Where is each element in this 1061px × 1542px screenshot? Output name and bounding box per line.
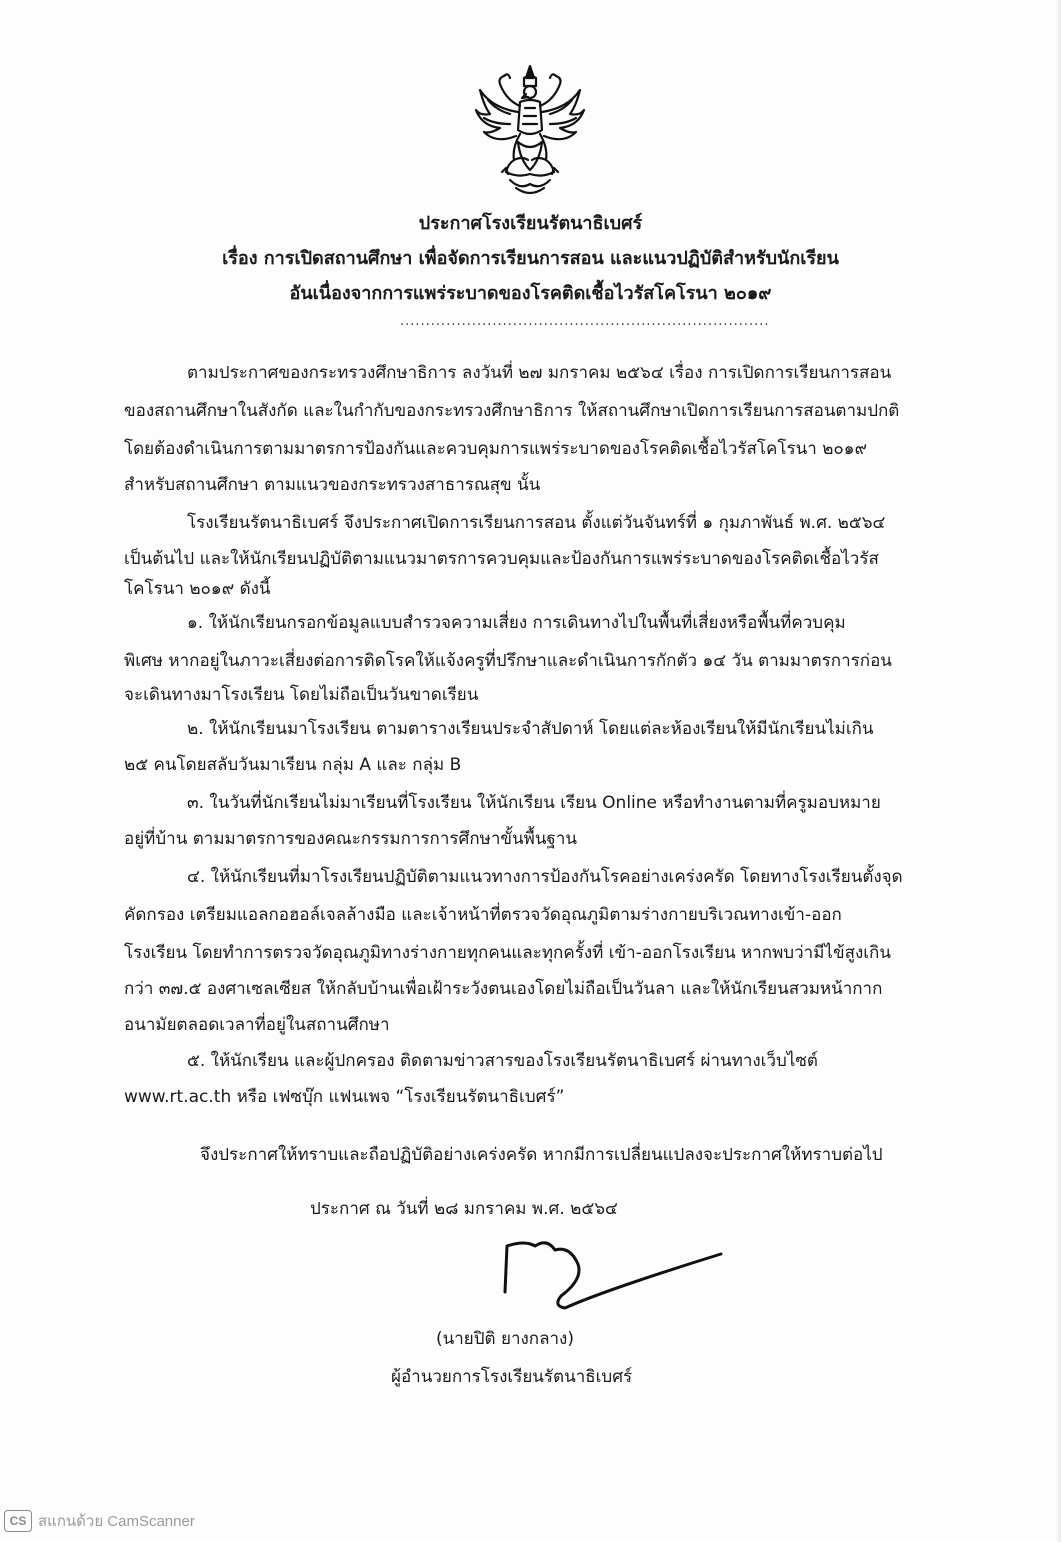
paragraph-line: ๒๕ คนโดยสลับวันมาเรียน กลุ่ม A และ กลุ่ม B <box>124 755 462 775</box>
paragraph-line: คัดกรอง เตรียมแอลกอฮอล์เจลล้างมือ และเจ้าหน้าที่ตรวจวัดอุณภูมิตามร่างกายบริเวณทางเข้า-ออก <box>124 905 842 925</box>
announcement-subject-continued: อันเนื่องจากการแพร่ระบาดของโรคติดเชื้อไวรัสโคโรนา ๒๐๑๙ <box>289 283 772 304</box>
list-item-5: ๕. ให้นักเรียน และผู้ปกครอง ติดตามข่าวสารของโรงเรียนรัตนาธิเบศร์ ผ่านทางเว็บไซต์ <box>187 1051 818 1071</box>
paragraph-line: พิเศษ หากอยู่ในภาวะเสี่ยงต่อการติดโรคให้แจ้งครูที่ปรึกษาและดำเนินการกักตัว ๑๔ วัน ตามมาตรการก่อน <box>124 651 892 671</box>
announcement-subject: เรื่อง การเปิดสถานศึกษา เพื่อจัดการเรียนการสอน และแนวปฏิบัติสำหรับนักเรียน <box>222 248 839 269</box>
camscanner-watermark <box>4 1509 195 1533</box>
paragraph-line: โดยต้องดำเนินการตามมาตรการป้องกันและควบคุมการแพร่ระบาดของโรคติดเชื้อไวรัสโคโรนา ๒๐๑๙ <box>124 439 868 459</box>
signature-icon <box>495 1232 725 1322</box>
announcement-date: ประกาศ ณ วันที่ ๒๘ มกราคม พ.ศ. ๒๕๖๔ <box>310 1199 618 1219</box>
list-item-1: ๑. ให้นักเรียนกรอกข้อมูลแบบสำรวจความเสี่ยง การเดินทางไปในพื้นที่เสี่ยงหรือพื้นที่ควบคุม <box>187 613 846 633</box>
garuda-emblem-icon <box>470 60 590 200</box>
paragraph-line: www.rt.ac.th หรือ เฟซบุ๊ก แฟนเพจ “โรงเรียนรัตนาธิเบศร์” <box>124 1087 565 1107</box>
announcement-title: ประกาศโรงเรียนรัตนาธิเบศร์ <box>418 213 643 234</box>
paragraph-line: เป็นต้นไป และให้นักเรียนปฏิบัติตามแนวมาตรการควบคุมและป้องกันการแพร่ระบาดของโรคติดเชื้อไวรัส <box>124 549 879 569</box>
paragraph-line: จะเดินทางมาโรงเรียน โดยไม่ถือเป็นวันขาดเรียน <box>124 685 479 705</box>
paragraph-line: โรงเรียนรัตนาธิเบศร์ จึงประกาศเปิดการเรียนการสอน ตั้งแต่วันจันทร์ที่ ๑ กุมภาพันธ์ พ.ศ. ๒๕๖๔ <box>187 513 886 533</box>
signatory-name: (นายปิติ ยางกลาง) <box>436 1329 574 1349</box>
paragraph-line: อยู่ที่บ้าน ตามมาตรการของคณะกรรมการการศึกษาขั้นพื้นฐาน <box>124 829 577 849</box>
paragraph-line: โรงเรียน โดยทำการตรวจวัดอุณภูมิทางร่างกายทุกคนและทุกครั้งที่ เข้า-ออกโรงเรียน หากพบว่ามีไข้สูงเกิน <box>124 943 891 963</box>
list-item-4: ๔. ให้นักเรียนที่มาโรงเรียนปฏิบัติตามแนวทางการป้องกันโรคอย่างเคร่งครัด โดยทางโรงเรียนตั้งจุด <box>187 867 903 887</box>
paragraph-line: สำหรับสถานศึกษา ตามแนวของกระทรวงสาธารณสุข นั้น <box>124 475 541 495</box>
paragraph-line: ตามประกาศของกระทรวงศึกษาธิการ ลงวันที่ ๒๗ มกราคม ๒๕๖๔ เรื่อง การเปิดการเรียนการสอน <box>187 363 892 383</box>
paragraph-line: ของสถานศึกษาในสังกัด และในกำกับของกระทรวงศึกษาธิการ ให้สถานศึกษาเปิดการเรียนการสอนตามปกติ <box>124 401 900 421</box>
paragraph-line: กว่า ๓๗.๕ องศาเซลเซียส ให้กลับบ้านเพื่อเฝ้าระวังตนเองโดยไม่ถือเป็นวันลา และให้นักเรียนสวมหน้ากาก <box>124 979 883 999</box>
signatory-position: ผู้อำนวยการโรงเรียนรัตนาธิเบศร์ <box>391 1367 633 1387</box>
camscanner-logo-icon: CS <box>4 1510 32 1532</box>
paragraph-line: โคโรนา ๒๐๑๙ ดังนี้ <box>124 579 271 599</box>
list-item-3: ๓. ในวันที่นักเรียนไม่มาเรียนที่โรงเรียน ให้นักเรียน เรียน Online หรือทำงานตามที่ครูมอบหมาย <box>187 793 881 813</box>
closing-statement: จึงประกาศให้ทราบและถือปฏิบัติอย่างเคร่งครัด หากมีการเปลี่ยนแปลงจะประกาศให้ทราบต่อไป <box>200 1145 883 1165</box>
list-item-2: ๒. ให้นักเรียนมาโรงเรียน ตามตารางเรียนประจำสัปดาห์ โดยแต่ละห้องเรียนให้มีนักเรียนไม่เกิน <box>187 719 874 739</box>
paragraph-line: อนามัยตลอดเวลาที่อยู่ในสถานศึกษา <box>124 1015 390 1035</box>
camscanner-label: สแกนด้วย CamScanner <box>38 1513 195 1530</box>
dotted-divider: ........................................................................ <box>400 314 770 329</box>
